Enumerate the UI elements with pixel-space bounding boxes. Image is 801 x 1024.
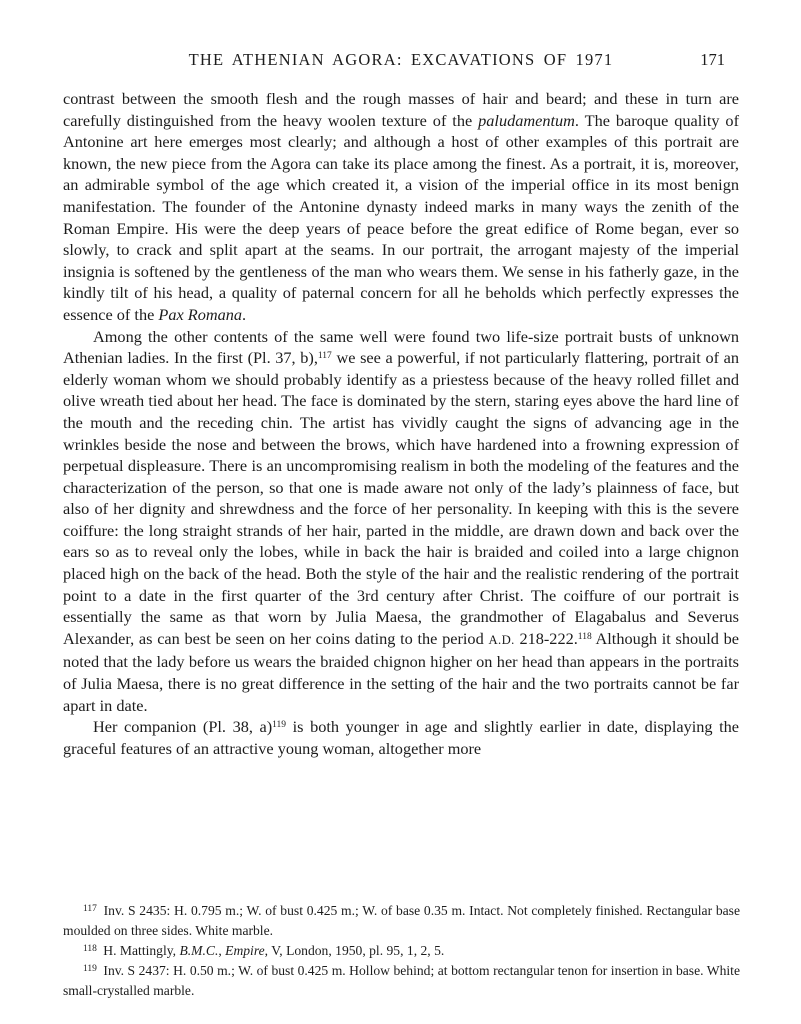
text-run: contrast between the smooth flesh and the rough masses of hair and beard; and these in turn are carefully distinguished from the heavy woolen texture of the: [63, 89, 739, 130]
text-run: , V, London, 1950, pl. 95, 1, 2, 5.: [264, 943, 445, 958]
footnote-number: 119: [83, 964, 97, 974]
paragraph: [63, 716, 739, 759]
page-number: 171: [700, 50, 725, 69]
text-run-italic: B.M.C.: [179, 943, 219, 958]
paragraph: [63, 88, 739, 326]
text-run-italic: Empire: [225, 943, 265, 958]
text-column: [63, 50, 739, 759]
footnote: [63, 941, 740, 961]
footnote: [63, 961, 740, 1001]
footnote-ref: 117: [317, 351, 332, 362]
text-run: ,: [218, 943, 226, 958]
text-run: .: [242, 304, 247, 324]
text-run: is both younger in age and slightly earlier in date, displaying the graceful features of an attractive young woman, altogether more: [63, 717, 739, 758]
text-run: H. Mattingly,: [99, 943, 180, 958]
footnotes-section: [63, 901, 740, 1001]
text-run: 218-222.: [514, 628, 578, 648]
article-body: [63, 88, 739, 759]
footnote-ref: 119: [272, 720, 287, 731]
text-run-italic: paludamentum: [478, 110, 575, 130]
text-run: Although it should be noted that the lady before us wears the braided chignon higher on her head than appears in the portraits of Julia Maesa, there is no great difference in the setting of the hair and the two portraits cannot be far apart in date.: [63, 628, 739, 715]
text-run: we see a powerful, if not particularly flattering, portrait of an elderly woman whom we should probably identify as a priestess because of the heavy rolled fillet and olive wreath tied about her head. The face is dominated by the stern, staring eyes above the hard line of the mouth and the receding chin. The artist has vividly caught the signs of advancing age in the wrinkles beside the nose and between the brows, which have hardened into a frowning expression of perpetual displeasure. There is an uncompromising realism in both the modeling of the features and the characterization of the person, so that one is made aware not only of the lady’s plainness of face, but also of her dignity and shrewdness and the force of her personality. In keeping with this is the severe coiffure: the long straight strands of her hair, parted in the middle, are drawn down and back over the ears so as to reveal only the lobes, while in back the hair is braided and coiled into a large chignon placed high on the back of the head. Both the style of the hair and the realistic rendering of the portrait point to a date in the first quarter of the 3rd century after Christ. The coiffure of our portrait is essentially the same as that worn by Julia Maesa, the grandmother of Elagabalus and Severus Alexander, as can best be seen on her coins dating to the period: [63, 348, 740, 648]
footnote: [63, 901, 740, 941]
text-run: Among the other contents of the same well were found two life-size portrait busts of unknown Athenian ladies. In the first (Pl. 37, b),: [63, 326, 739, 368]
text-run: Her companion (Pl. 38, a): [93, 717, 273, 737]
text-run: Inv. S 2437: H. 0.50 m.; W. of bust 0.425 m. Hollow behind; at bottom rectangular tenon for insertion in base. White small-crystalled marble.: [63, 963, 740, 998]
paragraph: [63, 326, 739, 717]
text-run-italic: Pax Romana: [158, 304, 243, 324]
running-head: [63, 50, 739, 72]
footnote-number: 117: [83, 904, 97, 914]
footnote-number: 118: [83, 944, 97, 954]
running-head-title: THE ATHENIAN AGORA: EXCAVATIONS OF 1971: [188, 50, 614, 69]
text-run-smallcaps: A.D.: [488, 632, 515, 647]
text-run: . The baroque quality of Antonine art here emerges most clearly; and although a host of other examples of this portrait are known, the new piece from the Agora can take its place among the finest. As a portrait, it is, moreover, an admirable symbol of the age which created it, a vision of the imperial office in its most benign manifestation. The founder of the Antonine dynasty indeed marks in many ways the zenith of the Roman Empire. His were the deep years of peace before the great edifice of Rome began, ever so slowly, to crack and split apart at the seams. In our portrait, the arrogant majesty of the imperial insignia is softened by the gentleness of the man who wears them. We sense in his fatherly gaze, in the kindly tilt of his head, a quality of paternal concern for all he beholds which perfectly expresses the essence of the: [63, 110, 739, 324]
footnote-ref: 118: [577, 631, 592, 642]
text-run: Inv. S 2435: H. 0.795 m.; W. of bust 0.425 m.; W. of base 0.35 m. Intact. Not completely finished. Rectangular base moulded on three sides. White marble.: [63, 903, 740, 938]
